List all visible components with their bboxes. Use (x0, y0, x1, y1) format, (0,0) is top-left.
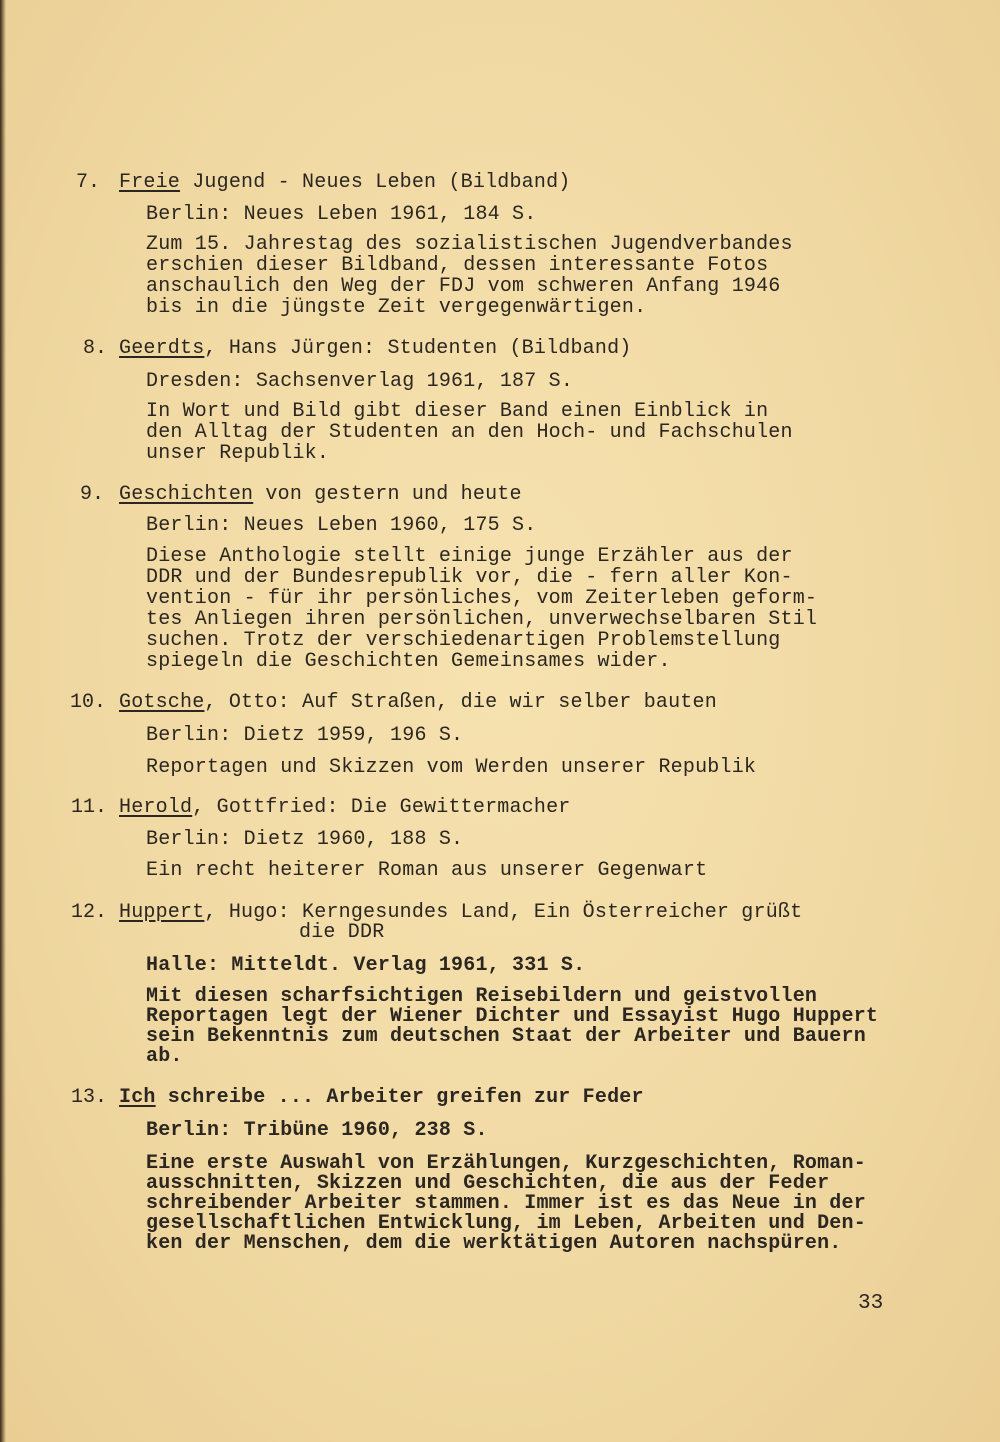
entry-desc-line: In Wort und Bild gibt dieser Band einen Einblick in (146, 400, 769, 423)
entry-publication: Berlin: Neues Leben 1960, 175 S. (146, 514, 537, 537)
entry-heading (119, 172, 570, 193)
entry-desc-line: unser Republik. (146, 442, 330, 465)
entry-author: Geerdts (119, 337, 205, 360)
entry-title: , Gottfried: Die Gewittermacher (192, 796, 571, 819)
entry-desc-line: den Alltag der Studenten an den Hoch- und Fachschulen (146, 421, 793, 444)
entry-desc-line: Eine erste Auswahl von Erzählungen, Kurzgeschichten, Roman- (146, 1152, 866, 1175)
entry-heading (119, 338, 632, 359)
entry-desc-line: schreibender Arbeiter stammen. Immer ist es das Neue in der (146, 1192, 866, 1215)
entry-title: , Hugo: Kerngesundes Land, Ein Österreicher grüßt (204, 901, 803, 924)
entry-heading (119, 484, 522, 505)
entry-heading (119, 797, 570, 818)
entry-title: schreibe ... Arbeiter greifen zur Feder (155, 1086, 644, 1109)
entry-author: Huppert (119, 901, 205, 924)
entry-desc-line: erschien dieser Bildband, dessen interessante Fotos (146, 254, 769, 277)
entry-desc-line: tes Anliegen ihren persönlichen, unverwechselbaren Stil (146, 608, 818, 631)
entry-title: , Hans Jürgen: Studenten (Bildband) (204, 337, 632, 360)
entry-publication: Berlin: Dietz 1960, 188 S. (146, 828, 464, 851)
entry-desc-line: gesellschaftlichen Entwicklung, im Leben, Arbeiten und Den- (146, 1212, 866, 1235)
entry-author: Ich (119, 1086, 156, 1109)
entry-desc-line: Zum 15. Jahrestag des sozialistischen Jugendverbandes (146, 233, 793, 256)
entry-author: Freie (119, 171, 181, 194)
entry-desc-line: vention - für ihr persönliches, vom Zeiterleben geform- (146, 587, 818, 610)
entry-desc-line: suchen. Trotz der verschiedenartigen Problemstellung (146, 629, 781, 652)
entry-desc-line: ausschnitten, Skizzen und Geschichten, die aus der Feder (146, 1172, 830, 1195)
entry-publication: Berlin: Tribüne 1960, 238 S. (146, 1119, 488, 1142)
entry-number: 10. (69, 691, 106, 714)
page-number: 33 (858, 1292, 884, 1315)
entry-number: 12. (70, 901, 107, 924)
entry-desc-line: Reportagen legt der Wiener Dichter und Essayist Hugo Huppert (146, 1005, 879, 1028)
entry-desc-line: Ein recht heiterer Roman aus unserer Gegenwart (146, 859, 708, 882)
entry-number: 7. (75, 171, 100, 194)
entry-number: 11. (70, 796, 107, 819)
entry-title: , Otto: Auf Straßen, die wir selber bauten (204, 691, 717, 714)
entry-title: von gestern und heute (253, 483, 522, 506)
entry-heading (119, 1087, 644, 1108)
entry-publication: Berlin: Dietz 1959, 196 S. (146, 724, 464, 747)
entry-desc-line: Mit diesen scharfsichtigen Reisebildern und geistvollen (146, 985, 818, 1008)
entry-number: 9. (79, 483, 104, 506)
entry-heading (119, 902, 802, 923)
entry-desc-line: sein Bekenntnis zum deutschen Staat der Arbeiter und Bauern (146, 1025, 866, 1048)
entry-publication: Dresden: Sachsenverlag 1961, 187 S. (146, 370, 574, 393)
entry-heading (119, 692, 717, 713)
entry-publication: Berlin: Neues Leben 1961, 184 S. (146, 203, 537, 226)
entry-desc-line: ken der Menschen, dem die werktätigen Autoren nachspüren. (146, 1232, 842, 1255)
entry-desc-line: ab. (146, 1045, 183, 1068)
entry-desc-line: bis in die jüngste Zeit vergegenwärtigen. (146, 296, 647, 319)
entry-author: Geschichten (119, 483, 254, 506)
entry-title-continuation: die DDR (299, 921, 385, 944)
entry-number: 13. (70, 1086, 107, 1109)
entry-author: Gotsche (119, 691, 205, 714)
entry-desc-line: DDR und der Bundesrepublik vor, die - fern aller Kon- (146, 566, 793, 589)
entry-desc-line: anschaulich den Weg der FDJ vom schweren Anfang 1946 (146, 275, 781, 298)
entry-desc-line: spiegeln die Geschichten Gemeinsames wider. (146, 650, 671, 673)
entry-publication: Halle: Mitteldt. Verlag 1961, 331 S. (146, 954, 586, 977)
entry-desc-line: Reportagen und Skizzen vom Werden unserer Republik (146, 756, 757, 779)
entry-desc-line: Diese Anthologie stellt einige junge Erzähler aus der (146, 545, 793, 568)
entry-number: 8. (82, 337, 107, 360)
entry-title: Jugend - Neues Leben (Bildband) (180, 171, 571, 194)
entry-author: Herold (119, 796, 193, 819)
